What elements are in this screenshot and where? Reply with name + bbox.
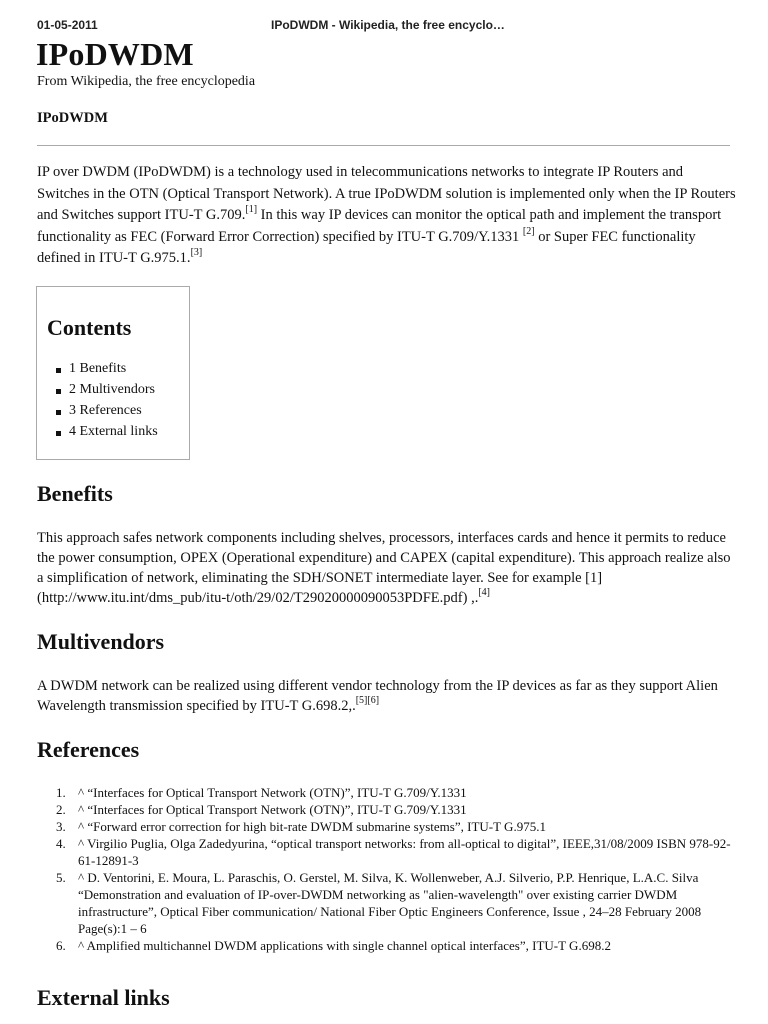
reference-item: 5. ^ D. Ventorini, E. Moura, L. Paraschis, O. Gerstel, M. Silva, K. Wollenweber, A.J. Silverio, P.P. Henrique, L.A.C. Silva “Demonstration and evaluation of IP-over-DWDM networking as "alien-wavelength" over existing carrier DWDM infrastructure”, Optical Fiber communication/ National Fiber Optic Engineers Conference, Issue , 24–28 February 2008 Page(s):1 – 6 <box>56 870 702 936</box>
text-run: or Super FEC functionality defined in ITU-T G.975.1. <box>37 228 696 266</box>
toc-item-multivendors[interactable]: 2 Multivendors <box>69 382 158 403</box>
references-heading: References <box>37 737 140 762</box>
intro-paragraph <box>37 162 737 270</box>
toc-item-benefits[interactable]: 1 Benefits <box>69 361 158 382</box>
reference-item: 1. ^ “Interfaces for Optical Transport Network (OTN)”, ITU-T G.709/Y.1331 <box>56 785 467 800</box>
toc-title: Contents <box>47 315 132 340</box>
article-title: IPoDWDM <box>36 36 194 72</box>
print-date: 01-05-2011 <box>37 18 98 32</box>
table-of-contents <box>36 286 190 460</box>
citation-link[interactable]: [3] <box>190 247 203 259</box>
benefits-heading: Benefits <box>37 481 113 506</box>
external-links-heading: External links <box>37 985 170 1010</box>
citation-link[interactable]: [1] <box>245 204 258 216</box>
toc-list <box>69 361 158 445</box>
reference-item: 2. ^ “Interfaces for Optical Transport Network (OTN)”, ITU-T G.709/Y.1331 <box>56 802 467 817</box>
citation-link[interactable]: [4] <box>478 587 490 599</box>
text-run: In this way IP devices can monitor the optical path and implement the transport functionality as FEC (Forward Error Correction) specified by ITU-T G.709/Y.1331 <box>37 207 722 245</box>
article-bold-title: IPoDWDM <box>37 110 108 126</box>
reference-item: 6. ^ Amplified multichannel DWDM applications with single channel optical interfaces”, ITU-T G.698.2 <box>56 938 611 953</box>
references-list <box>56 784 738 954</box>
citation-link[interactable]: [2] <box>522 225 535 237</box>
multivendors-heading: Multivendors <box>37 629 165 654</box>
text-run: This approach safes network components including shelves, processors, interfaces cards and hence it permits to reduce the power consumption, OPEX (Operational expenditure) and CAPEX (capital expenditure). This approach realize also a simplification of network, eliminating the SDH/SONET intermediate layer. See for example [1] (http://www.itu.int/dms_pub/itu-t/oth/29/02/T29020000090053PDFE.pdf) ,. <box>37 530 731 606</box>
print-page-title: IPoDWDM - Wikipedia, the free encyclo… <box>271 18 505 32</box>
text-run: A DWDM network can be realized using different vendor technology from the IP devices as far as they support Alien Wavelength transmission specified by ITU-T G.698.2,. <box>37 678 718 714</box>
benefits-paragraph <box>37 528 737 608</box>
reference-item: 3. ^ “Forward error correction for high bit-rate DWDM submarine systems”, ITU-T G.975.1 <box>56 819 546 834</box>
citation-link[interactable]: [5][6] <box>355 695 380 707</box>
multivendors-paragraph <box>37 676 737 716</box>
text-run: IP over DWDM (IPoDWDM) is a technology used in telecommunications networks to integrate IP Routers and Switches in the OTN (Optical Transport Network). A true IPoDWDM solution is implemented only when the IP Routers and Switches support ITU-T G.709. <box>37 164 736 223</box>
reference-item: 4. ^ Virgilio Puglia, Olga Zadedyurina, “optical transport networks: from all-optical to digital”, IEEE,31/08/2009 ISBN 978-92-61-12891-3 <box>56 836 731 868</box>
article-subtitle: From Wikipedia, the free encyclopedia <box>37 74 256 89</box>
toc-item-references[interactable]: 3 References <box>69 403 158 424</box>
toc-item-external-links[interactable]: 4 External links <box>69 424 158 445</box>
divider <box>37 145 730 146</box>
